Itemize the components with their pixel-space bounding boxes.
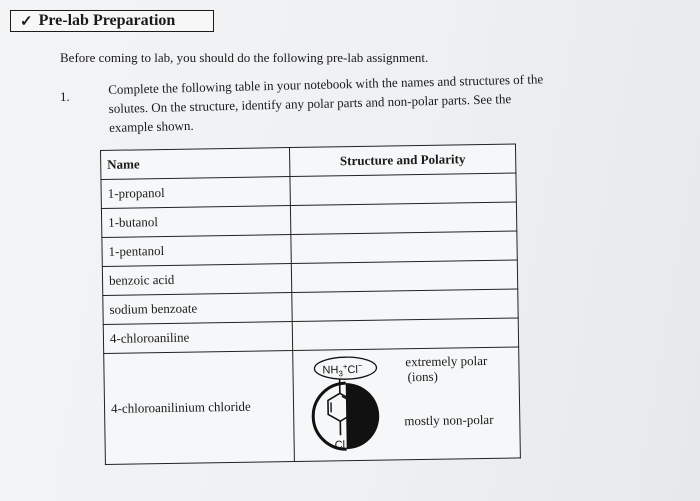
row-name: 4-chloroaniline [103,322,292,354]
row-name: sodium benzoate [103,293,292,325]
nonpolar-label: mostly non-polar [404,411,494,429]
chlorine-label: Cl [334,439,346,452]
instruction-line: Complete the following table in your notebook with the names and structures of the [108,71,544,97]
polar-region-fill [346,383,380,450]
structure-cell [290,202,516,235]
ammonium-label: $NH_3^+Cl^-$ [322,360,363,379]
example-row [104,347,521,465]
item-instructions [108,67,629,137]
example-structure-cell [293,347,521,462]
structure-cell [291,260,517,293]
solutes-table [100,143,521,473]
header-name: Name [101,148,290,180]
section-heading [10,10,214,32]
polar-label: extremely polar [405,352,488,370]
chloroanilinium-structure-diagram [303,352,405,458]
structure-cell [292,289,518,322]
section-title: Pre-lab Preparation [38,12,176,29]
row-name: 1-pentanol [102,235,291,267]
row-name: benzoic acid [102,264,291,296]
row-name: 1-butanol [101,206,290,238]
structure-cell [290,173,516,206]
instruction-line: example shown. [108,117,194,135]
structure-cell [291,231,517,264]
row-name: 1-propanol [101,177,290,209]
checkmark-icon: ✓ [20,13,33,30]
structure-cell [292,318,518,351]
example-name: 4-chloroanilinium chloride [104,350,295,464]
header-structure: Structure and Polarity [289,144,515,177]
ions-label: (ions) [407,368,439,385]
item-number: 1. [60,89,70,104]
instruction-line: solutes. On the structure, identify any polar parts and non-polar parts. See the [108,91,512,116]
intro-text: Before coming to lab, you should do the following pre-lab assignment. [60,50,429,65]
